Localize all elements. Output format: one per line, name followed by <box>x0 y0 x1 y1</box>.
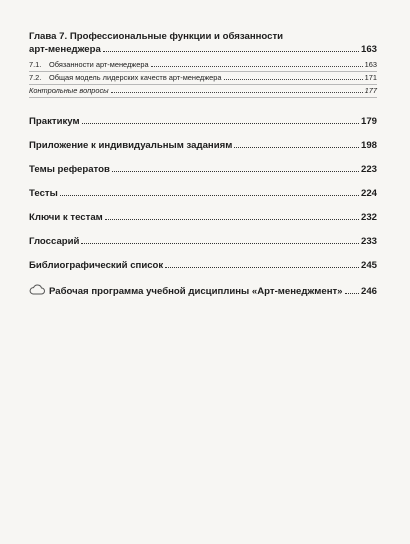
page-number: 224 <box>360 188 377 199</box>
dot-leader <box>165 267 359 268</box>
entry-label: Темы рефератов <box>29 164 110 175</box>
entry-work-program <box>29 284 377 298</box>
entry-label: Практикум <box>29 116 80 127</box>
dot-leader <box>105 219 359 220</box>
page-number: 179 <box>360 116 377 127</box>
dot-leader <box>234 147 359 148</box>
questions-label: Контрольные вопросы <box>29 86 109 95</box>
table-of-contents <box>29 30 377 298</box>
dot-leader <box>151 66 363 67</box>
page-number: 163 <box>360 44 377 55</box>
page-number: 233 <box>360 236 377 247</box>
chapter-title-continued: арт-менеджера <box>29 44 101 55</box>
entry-tests <box>29 188 377 200</box>
dot-leader <box>224 79 363 80</box>
chapter-7 <box>29 30 377 98</box>
entry-label: Приложение к индивидуальным заданиям <box>29 140 233 151</box>
entry-label: Тесты <box>29 188 58 199</box>
cloud-icon <box>29 284 45 295</box>
section-7-1 <box>29 59 377 70</box>
section-number: 7.2. <box>29 73 42 82</box>
chapter-title: Глава 7. Профессиональные функции и обязанности <box>29 31 284 42</box>
section-7-2 <box>29 72 377 83</box>
dot-leader <box>112 171 359 172</box>
dot-leader <box>60 195 359 196</box>
dot-leader <box>111 92 363 93</box>
dot-leader <box>82 123 359 124</box>
chapter-title-line <box>29 44 377 56</box>
entry-bibliography <box>29 260 377 272</box>
entry-appendix <box>29 140 377 152</box>
page-number: 198 <box>360 140 377 151</box>
control-questions <box>29 85 377 96</box>
page-number: 232 <box>360 212 377 223</box>
page-number: 177 <box>364 86 377 95</box>
page-number: 245 <box>360 260 377 271</box>
entry-text: Рабочая программа учебной дисциплины «Арт-менеджмент» <box>49 286 343 297</box>
page-number: 223 <box>360 164 377 175</box>
dot-leader <box>81 243 359 244</box>
entry-glossary <box>29 236 377 248</box>
entry-label <box>29 284 343 298</box>
dot-leader <box>103 51 359 52</box>
entry-label: Ключи к тестам <box>29 212 103 223</box>
entry-practicum <box>29 116 377 128</box>
divider <box>29 97 377 98</box>
page-number: 171 <box>364 73 377 82</box>
entry-label: Глоссарий <box>29 236 80 247</box>
entry-test-keys <box>29 212 377 224</box>
section-label: Общая модель лидерских качеств арт-менеджера <box>49 73 222 82</box>
page-number: 246 <box>360 286 377 297</box>
entry-label: Библиографический список <box>29 260 164 271</box>
dot-leader <box>345 293 359 294</box>
section-label: Обязанности арт-менеджера <box>49 60 149 69</box>
page-number: 163 <box>364 60 377 69</box>
entry-essay-topics <box>29 164 377 176</box>
section-number: 7.1. <box>29 60 42 69</box>
